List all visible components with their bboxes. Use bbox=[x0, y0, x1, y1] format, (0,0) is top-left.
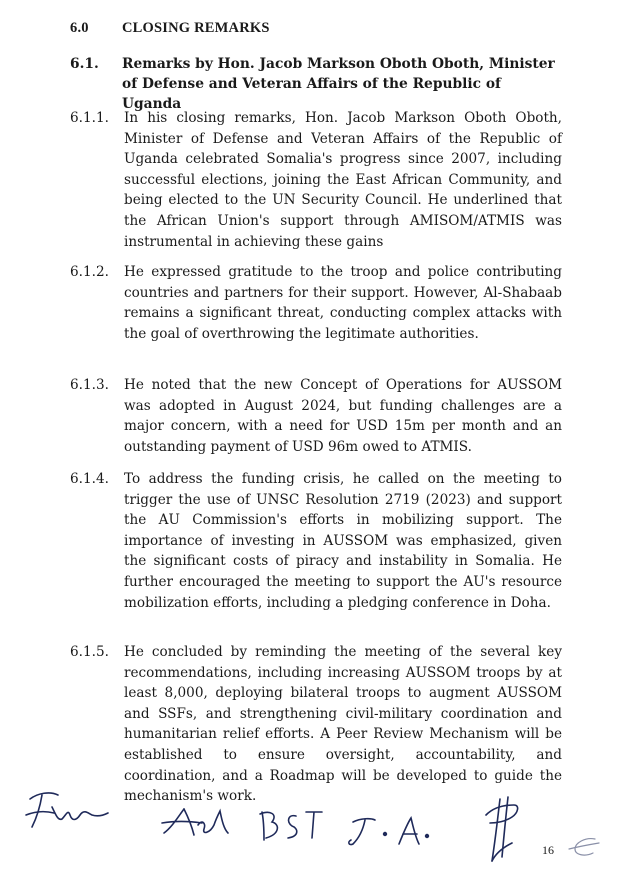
subsection-number: 6.1. bbox=[70, 56, 99, 72]
subsection-title: Remarks by Hon. Jacob Markson Oboth Oboth, Minister of Defense and Veteran Affairs of the Republic of Uganda bbox=[122, 56, 555, 112]
section-title: CLOSING REMARKS bbox=[122, 20, 270, 36]
paragraph-number: 6.1.4. bbox=[70, 471, 109, 487]
signature-5 bbox=[478, 795, 528, 867]
page-number: 16 bbox=[542, 843, 554, 857]
paragraph-number: 6.1.3. bbox=[70, 377, 109, 393]
signature-6 bbox=[565, 833, 605, 863]
section-number: 6.0 bbox=[70, 20, 89, 36]
paragraph-text: He concluded by reminding the meeting of the several key recommendations, including increasing AUSSOM troops by at least 8,000, deploying bilateral troops to augment AUSSOM and SSFs, and strengthening civil-military coordination and humanitarian relief efforts. A Peer Review Mechanism will be established to ensure oversight, accountability, and coordination, and a Roadmap will be developed to guide the mechanism's work. bbox=[124, 644, 562, 805]
signature-1 bbox=[22, 785, 112, 835]
paragraph-text: To address the funding crisis, he called on the meeting to trigger the use of UNSC Resolution 2719 (2023) and support the AU Commission's efforts in mobilizing support. The importance of investing in AUSSOM was emphasized, given the significant costs of piracy and instability in Somalia. He further encouraged the meeting to support the AU's resource mobilization efforts, including a pledging conference in Doha. bbox=[124, 471, 562, 611]
paragraph-text: In his closing remarks, Hon. Jacob Markson Oboth Oboth, Minister of Defense and Veteran Affairs of the Republic of Uganda celebrated Somalia's progress since 2007, including successful elections, joining the East African Community, and being elected to the UN Security Council. He underlined that the African Union's support through AMISOM/ATMIS was instrumental in achieving these gains bbox=[124, 110, 562, 250]
paragraph-number: 6.1.1. bbox=[70, 110, 109, 126]
paragraph-number: 6.1.5. bbox=[70, 644, 109, 660]
paragraph-text: He expressed gratitude to the troop and police contributing countries and partners for their support. However, Al-Shabaab remains a significant threat, conducting complex attacks with the goal of overthrowing the legitimate authorities. bbox=[124, 264, 562, 342]
paragraph-text: He noted that the new Concept of Operations for AUSSOM was adopted in August 2024, but funding challenges are a major concern, with a need for USD 15m per month and an outstanding payment of USD 96m owed to ATMIS. bbox=[124, 377, 562, 455]
signature-4 bbox=[345, 812, 435, 848]
signature-2 bbox=[158, 803, 238, 843]
signature-3 bbox=[256, 806, 336, 846]
paragraph-number: 6.1.2. bbox=[70, 264, 109, 280]
